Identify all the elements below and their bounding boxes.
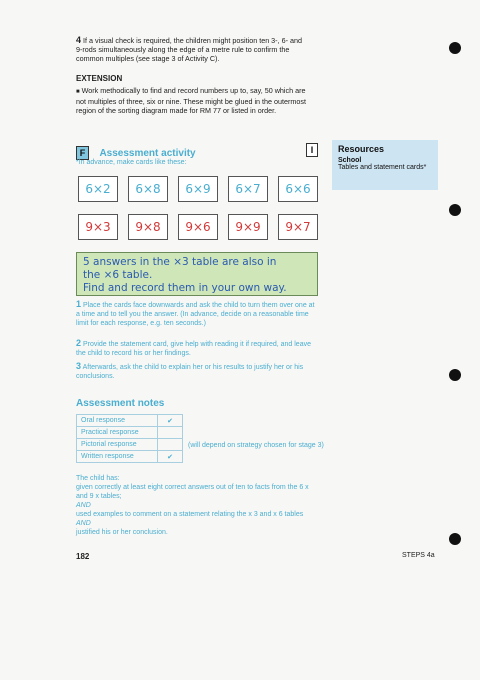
criteria-line-2: used examples to comment on a statement relating the x 3 and x 6 tables: [76, 511, 304, 518]
card-bottom-4: 9×9: [228, 214, 268, 240]
extension-heading: EXTENSION: [76, 74, 123, 83]
card-top-1: 6×2: [78, 176, 118, 202]
resources-item: Tables and statement cards*: [338, 164, 427, 171]
intro-paragraph: [76, 36, 308, 63]
assessment-title: Assessment activity: [99, 148, 196, 159]
step-3: [76, 362, 316, 381]
statement-card: [76, 252, 318, 296]
extension-text: Work methodically to find and record numbers up to, say, 50 which are not multiples of three, six or nine. These might be glued in the outermost region of the sorting diagram made for RM 77 or listed in order.: [76, 86, 306, 115]
notes-row-check: [158, 439, 183, 451]
statement-line-2: the ×6 table.: [83, 269, 153, 281]
statement-line-3: Find and record them in your own way.: [83, 282, 287, 294]
notes-heading: Assessment notes: [76, 398, 165, 409]
extension-paragraph: [76, 86, 308, 115]
resources-school: School: [338, 157, 362, 164]
statement-line-1: 5 answers in the ×3 table are also in: [83, 256, 277, 268]
binder-hole-3: [449, 369, 461, 381]
card-top-4: 6×7: [228, 176, 268, 202]
binder-hole-1: [449, 42, 461, 54]
notes-row-check: [158, 427, 183, 439]
activity-tag: I: [306, 143, 318, 157]
card-top-2: 6×8: [128, 176, 168, 202]
criteria-block: [76, 474, 316, 537]
notes-row-label: Written response: [77, 451, 158, 463]
notes-row: [77, 451, 183, 463]
notes-row: [77, 439, 183, 451]
step-2: [76, 339, 316, 358]
step-1-number: 1: [76, 299, 82, 309]
page-number: 182: [76, 552, 90, 561]
strategy-note: (will depend on strategy chosen for stage 3): [188, 442, 324, 449]
criteria-line-3: justified his or her conclusion.: [76, 529, 168, 536]
criteria-and-1: AND: [76, 502, 91, 509]
criteria-line-1: given correctly at least eight correct answers out of ten to facts from the 6 x and 9 x tables;: [76, 484, 309, 500]
activity-badge: F: [76, 146, 89, 160]
resources-heading: Resources: [338, 144, 385, 154]
extension-bullet: ■: [76, 89, 80, 95]
card-bottom-3: 9×6: [178, 214, 218, 240]
step-1-text: Place the cards face downwards and ask the child to turn them over one at a time and to tell you the answer. (In advance, decide on a reasonable time limit for each response, e.g. ten seconds.): [76, 302, 315, 327]
notes-row-label: Pictorial response: [77, 439, 158, 451]
card-top-5: 6×6: [278, 176, 318, 202]
intro-text: If a visual check is required, the children might position ten 3-, 6- and 9-rods simultaneously along the edge of a metre rule to confirm the common multiples (see stage 3 of Activity C).: [76, 36, 302, 63]
intro-number: 4: [76, 35, 82, 45]
check-icon: ✔: [158, 451, 183, 463]
criteria-intro: The child has:: [76, 475, 120, 482]
step-2-text: Provide the statement card, give help with reading it if required, and leave the child to record his or her findings.: [76, 341, 311, 357]
notes-table: [76, 414, 183, 463]
binder-hole-4: [449, 533, 461, 545]
step-1: [76, 300, 316, 328]
card-bottom-5: 9×7: [278, 214, 318, 240]
step-3-text: Afterwards, ask the child to explain her or his results to justify her or his conclusions.: [76, 364, 304, 380]
criteria-and-2: AND: [76, 520, 91, 527]
card-top-3: 6×9: [178, 176, 218, 202]
check-icon: ✔: [158, 415, 183, 427]
binder-hole-2: [449, 204, 461, 216]
notes-row: [77, 427, 183, 439]
step-3-number: 3: [76, 361, 82, 371]
notes-row-label: Practical response: [77, 427, 158, 439]
card-instruction: *In advance, make cards like these:: [76, 159, 187, 166]
notes-row: [77, 415, 183, 427]
step-2-number: 2: [76, 338, 82, 348]
card-bottom-2: 9×8: [128, 214, 168, 240]
notes-row-label: Oral response: [77, 415, 158, 427]
card-bottom-1: 9×3: [78, 214, 118, 240]
book-label: STEPS 4a: [402, 552, 435, 559]
resources-box: [332, 140, 438, 190]
